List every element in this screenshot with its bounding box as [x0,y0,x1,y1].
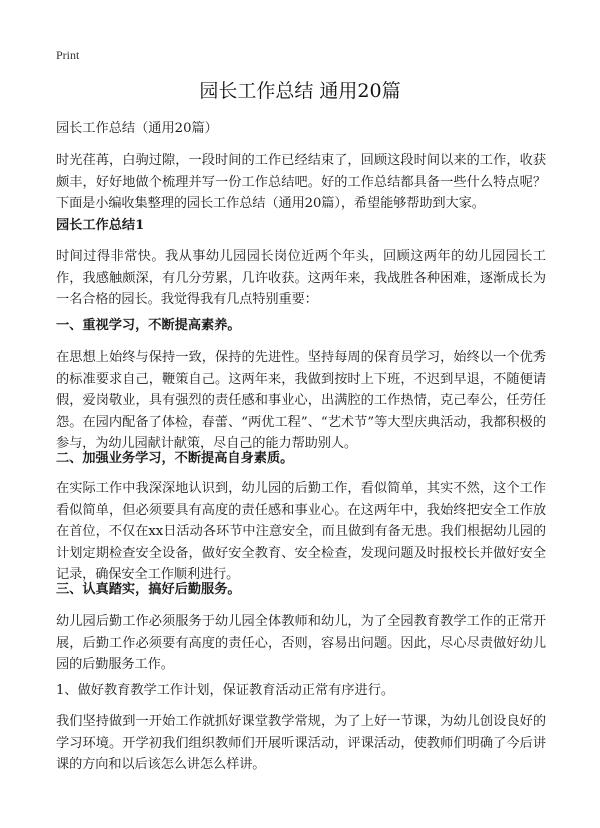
heading-three: 三、认真踏实，搞好后勤服务。 [56,582,241,597]
paragraph-four [56,711,546,776]
intro-paragraph [56,150,546,215]
section-title: 园长工作总结1 [56,218,145,233]
document-subtitle: 园长工作总结（通用20篇） [56,121,218,136]
paragraph-three [56,611,546,676]
heading-one: 一、重视学习，不断提高素养。 [56,318,241,333]
list-item-one: 1、做好教育教学工作计划，保证教育活动正常有序进行。 [56,683,395,698]
paragraph-three-text: 幼儿园后勤工作必须服务于幼儿园全体教师和幼儿，为了全园教育教学工作的正常开展，后勤工作必须要有高度的责任心，否则，容易出问题。因此，尽心尽责做好幼儿园的后勤服务工作。 [56,614,546,672]
heading-two: 二、加强业务学习，不断提高自身素质。 [56,451,294,466]
section1-text: 时间过得非常快。我从事幼儿园园长岗位近两个年头，回顾这两年的幼儿园园长工作，我感触颇深，有几分劳累，几许收获。这两年来，我战胜各种困难，逐渐成长为一名合格的园长。我觉得我有几点特别重要： [56,249,546,307]
print-link[interactable]: Print [56,48,80,62]
paragraph-one-text: 在思想上始终与保持一致，保持的先进性。坚持每周的保育员学习，始终以一个优秀的标准要求自己，鞭策自己。这两年来，我做到按时上下班，不迟到早退，不随便请假，爱岗敬业，具有强烈的责任感和事业心，出满腔的工作热情，克己奉公，任劳任怨。在园内配备了体检，春蕾、“两优工程”、“艺术节”等大型庆典活动，我都积极的参与，为幼儿园献计献策，尽自己的能力帮助别人。 [56,350,546,451]
intro-text: 时光荏苒，白驹过隙，一段时间的工作已经结束了，回顾这段时间以来的工作，收获颇丰，好好地做个梳理并写一份工作总结吧。好的工作总结都具备一些什么特点呢？下面是小编收集整理的园长工作总结（通用20篇），希望能够帮助到大家。 [56,153,546,211]
page-title: 园长工作总结 通用20篇 [199,80,401,102]
paragraph-one [56,347,546,455]
paragraph-two [56,478,546,586]
paragraph-two-text: 在实际工作中我深深地认识到，幼儿园的后勤工作，看似简单，其实不然，这个工作看似简单，但必须要具有高度的责任感和事业心。在这两年中，我始终把安全工作放在首位，不仅在xx日活动各环节中注意安全，而且做到有备无患。我们根据幼儿园的计划定期检查安全设备，做好安全教育、安全检查，发现问题及时报校长并做好安全记录，确保安全工作顺利进行。 [56,481,546,582]
section1-paragraph [56,246,546,311]
paragraph-four-text: 我们坚持做到一开始工作就抓好课堂教学常规，为了上好一节课，为幼儿创设良好的学习环境。开学初我们组织教师们开展听课活动，评课活动，使教师们明确了今后讲课的方向和以后该怎么讲怎么样讲。 [56,714,546,772]
